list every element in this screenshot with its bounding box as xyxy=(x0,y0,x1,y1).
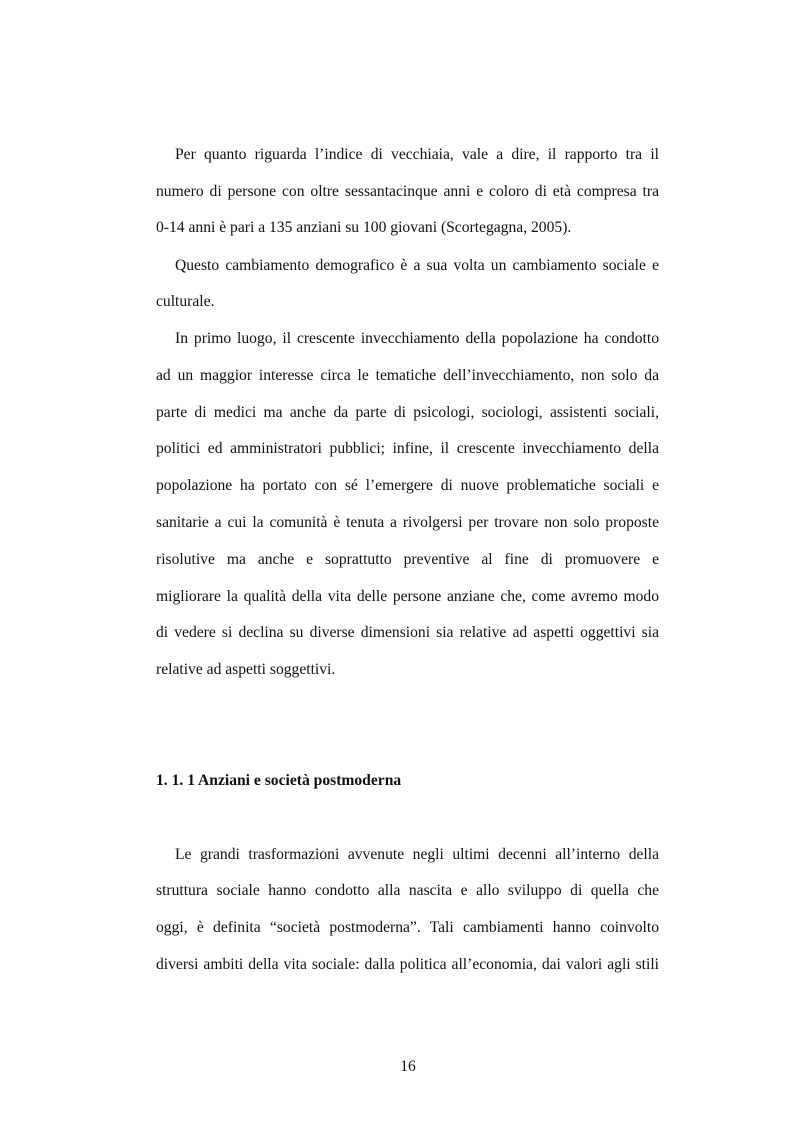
paragraph-3-line-5: popolazione ha portato con sé l’emergere di nuove problematiche sociali e xyxy=(156,477,659,494)
section-heading: 1. 1. 1 Anziani e società postmoderna xyxy=(156,772,402,789)
paragraph-2-line-2: culturale. xyxy=(156,293,215,310)
paragraph-3-line-7: risolutive ma anche e soprattutto preventive al fine di promuovere e xyxy=(156,551,659,568)
paragraph-3-line-3: parte di medici ma anche da parte di psicologi, sociologi, assistenti sociali, xyxy=(156,404,659,421)
section-paragraph-line-4: diversi ambiti della vita sociale: dalla politica all’economia, dai valori agli stili xyxy=(156,956,659,973)
paragraph-3-line-2: ad un maggior interesse circa le tematiche dell’invecchiamento, non solo da xyxy=(156,367,659,384)
paragraph-3-line-1: In primo luogo, il crescente invecchiamento della popolazione ha condotto xyxy=(175,330,659,347)
paragraph-1-line-3: 0-14 anni è pari a 135 anziani su 100 giovani (Scortegagna, 2005). xyxy=(156,219,572,236)
paragraph-2-line-1: Questo cambiamento demografico è a sua volta un cambiamento sociale e xyxy=(175,257,659,274)
section-paragraph-line-1: Le grandi trasformazioni avvenute negli ultimi decenni all’interno della xyxy=(175,846,659,863)
paragraph-3-line-10: relative ad aspetti soggettivi. xyxy=(156,661,336,678)
paragraph-3-line-8: migliorare la qualità della vita delle persone anziane che, come avremo modo xyxy=(156,588,659,605)
section-paragraph-line-3: oggi, è definita “società postmoderna”. Tali cambiamenti hanno coinvolto xyxy=(156,919,659,936)
section-paragraph-line-2: struttura sociale hanno condotto alla nascita e allo sviluppo di quella che xyxy=(156,882,659,899)
paragraph-3-line-4: politici ed amministratori pubblici; infine, il crescente invecchiamento della xyxy=(156,440,659,457)
paragraph-3-line-9: di vedere si declina su diverse dimensioni sia relative ad aspetti oggettivi sia xyxy=(156,624,659,641)
page-number: 16 xyxy=(400,1058,416,1075)
paragraph-1-line-1: Per quanto riguarda l’indice di vecchiaia, vale a dire, il rapporto tra il xyxy=(175,146,659,163)
paragraph-3-line-6: sanitarie a cui la comunità è tenuta a rivolgersi per trovare non solo proposte xyxy=(156,514,659,531)
paragraph-1-line-2: numero di persone con oltre sessantacinque anni e coloro di età compresa tra xyxy=(156,183,659,200)
